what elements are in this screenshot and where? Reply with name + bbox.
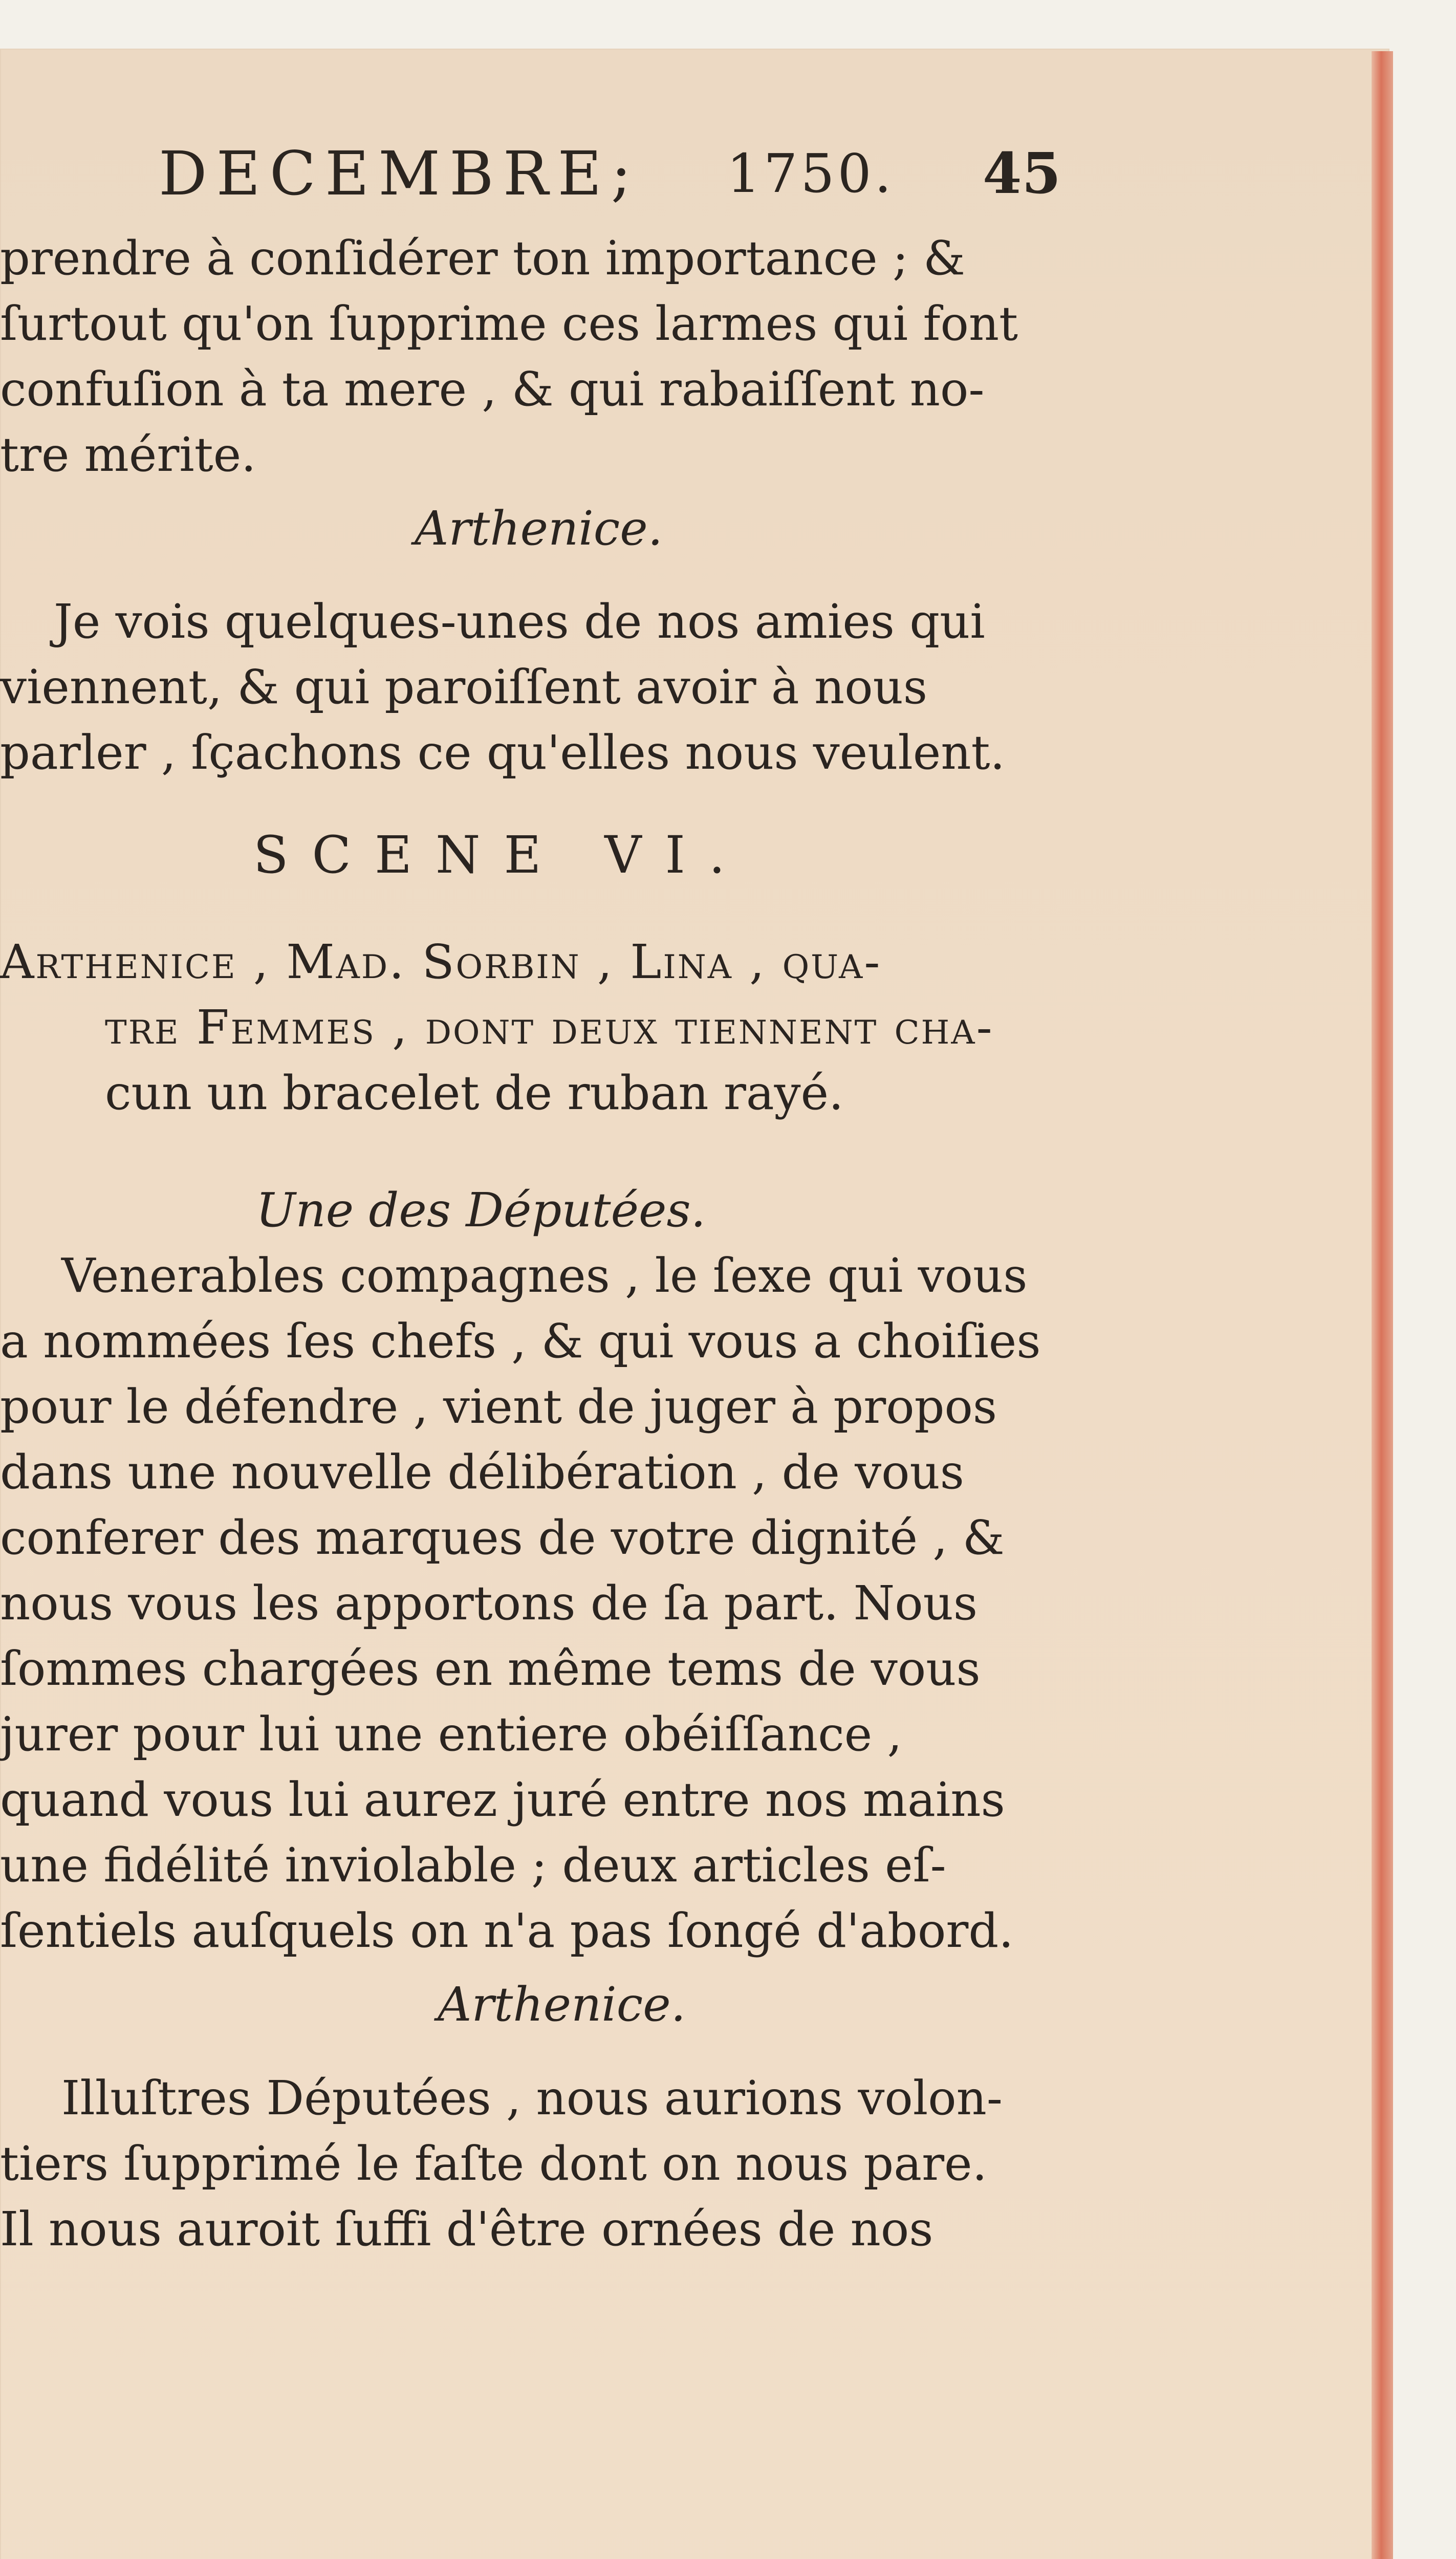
red-page-edge — [1372, 51, 1393, 2559]
text-line: Je vois quelques-unes de nos amies qui — [54, 594, 985, 649]
cast-line: tre Femmes , dont deux tiennent cha- — [105, 1000, 994, 1055]
text-line: viennent, & qui paroiſſent avoir à nous — [0, 660, 928, 714]
text-line: ſurtout qu'on ſupprime ces larmes qui font — [0, 296, 1018, 351]
text-line: ſommes chargées en même tems de vous — [0, 1641, 981, 1696]
page-number: 45 — [983, 140, 1061, 206]
text-line: confuſion à ta mere , & qui rabaiſſent no- — [0, 362, 985, 417]
text-line: Venerables compagnes , le ſexe qui vous — [61, 1248, 1028, 1303]
text-line: jurer pour lui une entiere obéiſſance , — [0, 1707, 902, 1762]
speaker-name: Arthenice. — [415, 501, 663, 556]
text-line: conferer des marques de votre dignité , & — [0, 1510, 1005, 1565]
text-line: quand vous lui aurez juré entre nos mains — [0, 1772, 1005, 1827]
text-line: parler , ſçachons ce qu'elles nous veulent. — [0, 725, 1005, 780]
text-line: Illuſtres Députées , nous aurions volon- — [61, 2071, 1003, 2126]
text-line: nous vous les apportons de ſa part. Nous — [0, 1576, 978, 1631]
speaker-name: Une des Députées. — [256, 1183, 706, 1238]
running-head — [0, 138, 1095, 220]
text-line: prendre à conſidérer ton importance ; & — [0, 231, 966, 286]
running-head-year: 1750. — [727, 142, 895, 205]
text-line: a nommées ſes chefs , & qui vous a choiſies — [0, 1314, 1041, 1369]
cast-line: Arthenice , Mad. Sorbin , Lina , qua- — [0, 935, 882, 989]
scene-heading: SCENE VI. — [253, 825, 749, 885]
text-line: ſentiels auſquels on n'a pas ſongé d'abord. — [0, 1903, 1014, 1958]
text-line: dans une nouvelle délibération , de vous — [0, 1445, 965, 1500]
running-head-title: DECEMBRE; — [159, 138, 641, 209]
speaker-name: Arthenice. — [438, 1977, 686, 2032]
text-line: pour le défendre , vient de juger à propos — [0, 1379, 997, 1434]
text-line: tre mérite. — [0, 427, 256, 482]
text-line: Il nous auroit ſuffi d'être ornées de nos — [0, 2202, 933, 2257]
cast-line: cun un bracelet de ruban rayé. — [105, 1066, 844, 1120]
text-line: une fidélité inviolable ; deux articles eſ- — [0, 1838, 946, 1893]
text-line: tiers ſupprimé le faſte dont on nous pare. — [0, 2136, 987, 2191]
